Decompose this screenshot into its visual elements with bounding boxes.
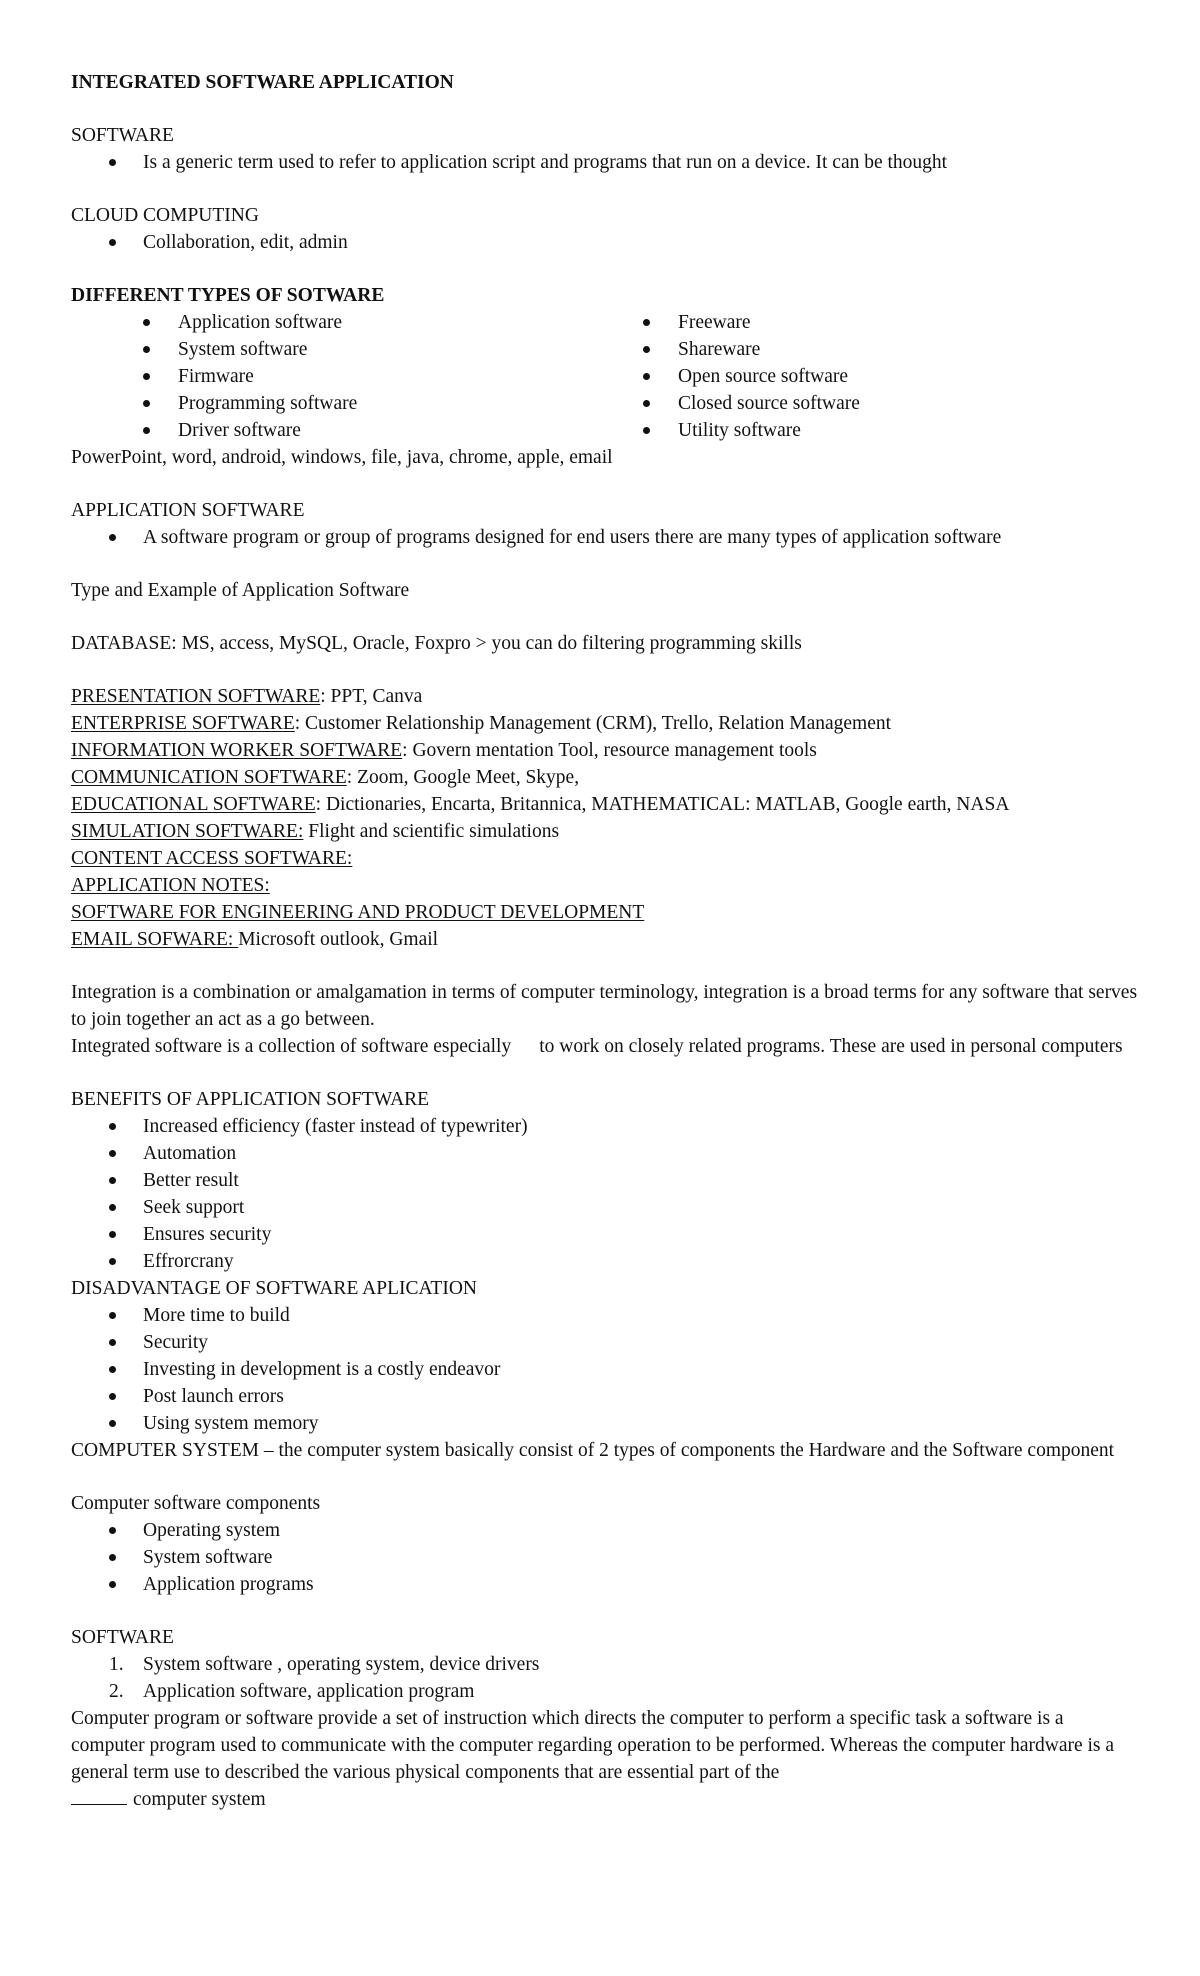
software-type-row [71, 872, 1140, 899]
software-numbered-item [71, 1651, 1140, 1678]
disadvantage-item: Security [71, 1329, 1140, 1356]
components-list [71, 1517, 1140, 1598]
disadvantage-item: More time to build [71, 1302, 1140, 1329]
benefit-item: Better result [71, 1167, 1140, 1194]
types-left-item: System software [71, 336, 641, 363]
software-type-sep: : [294, 713, 301, 734]
final-paragraph-1: Computer program or software provide a set of instruction which directs the computer to perform a specific task a software is a computer program used to communicate with the computer regarding operation to be performed. Whereas the computer hardware is a general term use to described the various physical components that are essential part of the [71, 1708, 1115, 1783]
software-numbered-item [71, 1678, 1140, 1705]
types-left-list [71, 309, 641, 444]
cloud-bullet-1: Collaboration, edit, admin [71, 229, 1140, 256]
software-type-row [71, 845, 1140, 872]
integration-paragraph-2a: Integrated software is a collection of software especially [71, 1036, 512, 1057]
cloud-heading: CLOUD COMPUTING [71, 205, 259, 226]
disadvantage-item: Using system memory [71, 1410, 1140, 1437]
software-type-label: SOFTWARE FOR ENGINEERING AND PRODUCT DEVELOPMENT [71, 902, 645, 923]
software-bullets [71, 149, 1140, 176]
software-type-row [71, 926, 1140, 953]
database-line: DATABASE: MS, access, MySQL, Oracle, Foxpro > you can do filtering programming skills [71, 633, 802, 654]
types-columns [71, 309, 1140, 444]
disadvantage-list [71, 1302, 1140, 1437]
item-number: 1. [109, 1654, 124, 1675]
types-right-item: Utility software [641, 417, 1091, 444]
software-type-label: INFORMATION WORKER SOFTWARE [71, 740, 403, 761]
types-right-item: Closed source software [641, 390, 1091, 417]
software-type-row [71, 683, 1140, 710]
software-type-label: ENTERPRISE SOFTWARE [71, 713, 295, 734]
types-left-item: Programming software [71, 390, 641, 417]
benefit-item: Ensures security [71, 1221, 1140, 1248]
types-left-item: Application software [71, 309, 641, 336]
software-type-label: SIMULATION SOFTWARE: [71, 821, 304, 842]
software-bullet-1: Is a generic term used to refer to application script and programs that run on a device. It can be thought [71, 149, 1140, 176]
benefits-heading: BENEFITS OF APPLICATION SOFTWARE [71, 1089, 430, 1110]
types-left-item: Driver software [71, 417, 641, 444]
application-bullet-1: A software program or group of programs designed for end users there are many types of application software [71, 524, 1140, 551]
integration-paragraph-1: Integration is a combination or amalgamation in terms of computer terminology, integration is a broad terms for any software that serves to join together an act as a go between. [71, 982, 1138, 1030]
fill-in-blank [71, 1787, 127, 1805]
software-type-row [71, 764, 1140, 791]
software-type-label: EMAIL SOFWARE: [71, 929, 239, 950]
component-item: System software [71, 1544, 1140, 1571]
item-text: Application software, application program [143, 1681, 475, 1702]
types-examples: PowerPoint, word, android, windows, file, java, chrome, apple, email [71, 447, 613, 468]
disadvantage-item: Post launch errors [71, 1383, 1140, 1410]
software-list-heading: SOFTWARE [71, 1627, 174, 1648]
benefit-item: Automation [71, 1140, 1140, 1167]
software-type-sep: : [315, 794, 322, 815]
software-type-text: Customer Relationship Management (CRM), Trello, Relation Management [300, 713, 892, 734]
software-type-label: COMMUNICATION SOFTWARE [71, 767, 347, 788]
benefit-item: Increased efficiency (faster instead of typewriter) [71, 1113, 1140, 1140]
software-type-sep: : [402, 740, 408, 761]
software-type-row [71, 818, 1140, 845]
benefits-list [71, 1113, 1140, 1275]
doc-title: INTEGRATED SOFTWARE APPLICATION [71, 72, 454, 93]
software-type-text: Microsoft outlook, Gmail [238, 929, 439, 950]
benefit-item: Seek support [71, 1194, 1140, 1221]
types-right-list [641, 309, 1091, 444]
software-type-sep: : [320, 686, 326, 707]
software-type-text: PPT, Canva [325, 686, 423, 707]
application-heading: APPLICATION SOFTWARE [71, 500, 305, 521]
final-paragraph-2-row [71, 1786, 1140, 1813]
component-item: Operating system [71, 1517, 1140, 1544]
item-number: 2. [109, 1681, 124, 1702]
disadvantage-item: Investing in development is a costly endeavor [71, 1356, 1140, 1383]
software-type-label: APPLICATION NOTES: [71, 875, 270, 896]
types-heading: DIFFERENT TYPES OF SOTWARE [71, 285, 385, 306]
benefit-item: Effrorcrany [71, 1248, 1140, 1275]
item-text: System software , operating system, device drivers [143, 1654, 540, 1675]
software-numbered-list [71, 1651, 1140, 1705]
type-example-line: Type and Example of Application Software [71, 580, 410, 601]
software-type-row [71, 899, 1140, 926]
component-item: Application programs [71, 1571, 1140, 1598]
types-right-item: Open source software [641, 363, 1091, 390]
final-paragraph-2: computer system [133, 1789, 266, 1810]
software-type-text: Govern mentation Tool, resource management tools [407, 740, 817, 761]
software-type-text: Flight and scientific simulations [303, 821, 560, 842]
software-type-row [71, 710, 1140, 737]
software-type-label: CONTENT ACCESS SOFTWARE: [71, 848, 353, 869]
software-type-text: Dictionaries, Encarta, Britannica, MATHEMATICAL: MATLAB, Google earth, NASA [321, 794, 1010, 815]
integration-paragraph-2 [71, 1033, 1140, 1060]
software-types-list [71, 683, 1140, 953]
computer-system-paragraph: COMPUTER SYSTEM – the computer system basically consist of 2 types of components the Hardware and the Software component [71, 1440, 1115, 1461]
types-left-item: Firmware [71, 363, 641, 390]
software-type-row [71, 737, 1140, 764]
software-type-text: Zoom, Google Meet, Skype, [352, 767, 580, 788]
cloud-bullets [71, 229, 1140, 256]
software-type-row [71, 791, 1140, 818]
application-bullets [71, 524, 1140, 551]
integration-paragraph-2b: to work on closely related programs. These are used in personal computers [539, 1036, 1123, 1057]
types-right-item: Shareware [641, 336, 1091, 363]
software-type-sep: : [346, 767, 353, 788]
disadvantage-heading: DISADVANTAGE OF SOFTWARE APLICATION [71, 1278, 477, 1299]
software-type-label: EDUCATIONAL SOFTWARE [71, 794, 316, 815]
components-heading: Computer software components [71, 1493, 321, 1514]
software-type-label: PRESENTATION SOFTWARE [71, 686, 321, 707]
software-heading: SOFTWARE [71, 125, 174, 146]
types-right-item: Freeware [641, 309, 1091, 336]
